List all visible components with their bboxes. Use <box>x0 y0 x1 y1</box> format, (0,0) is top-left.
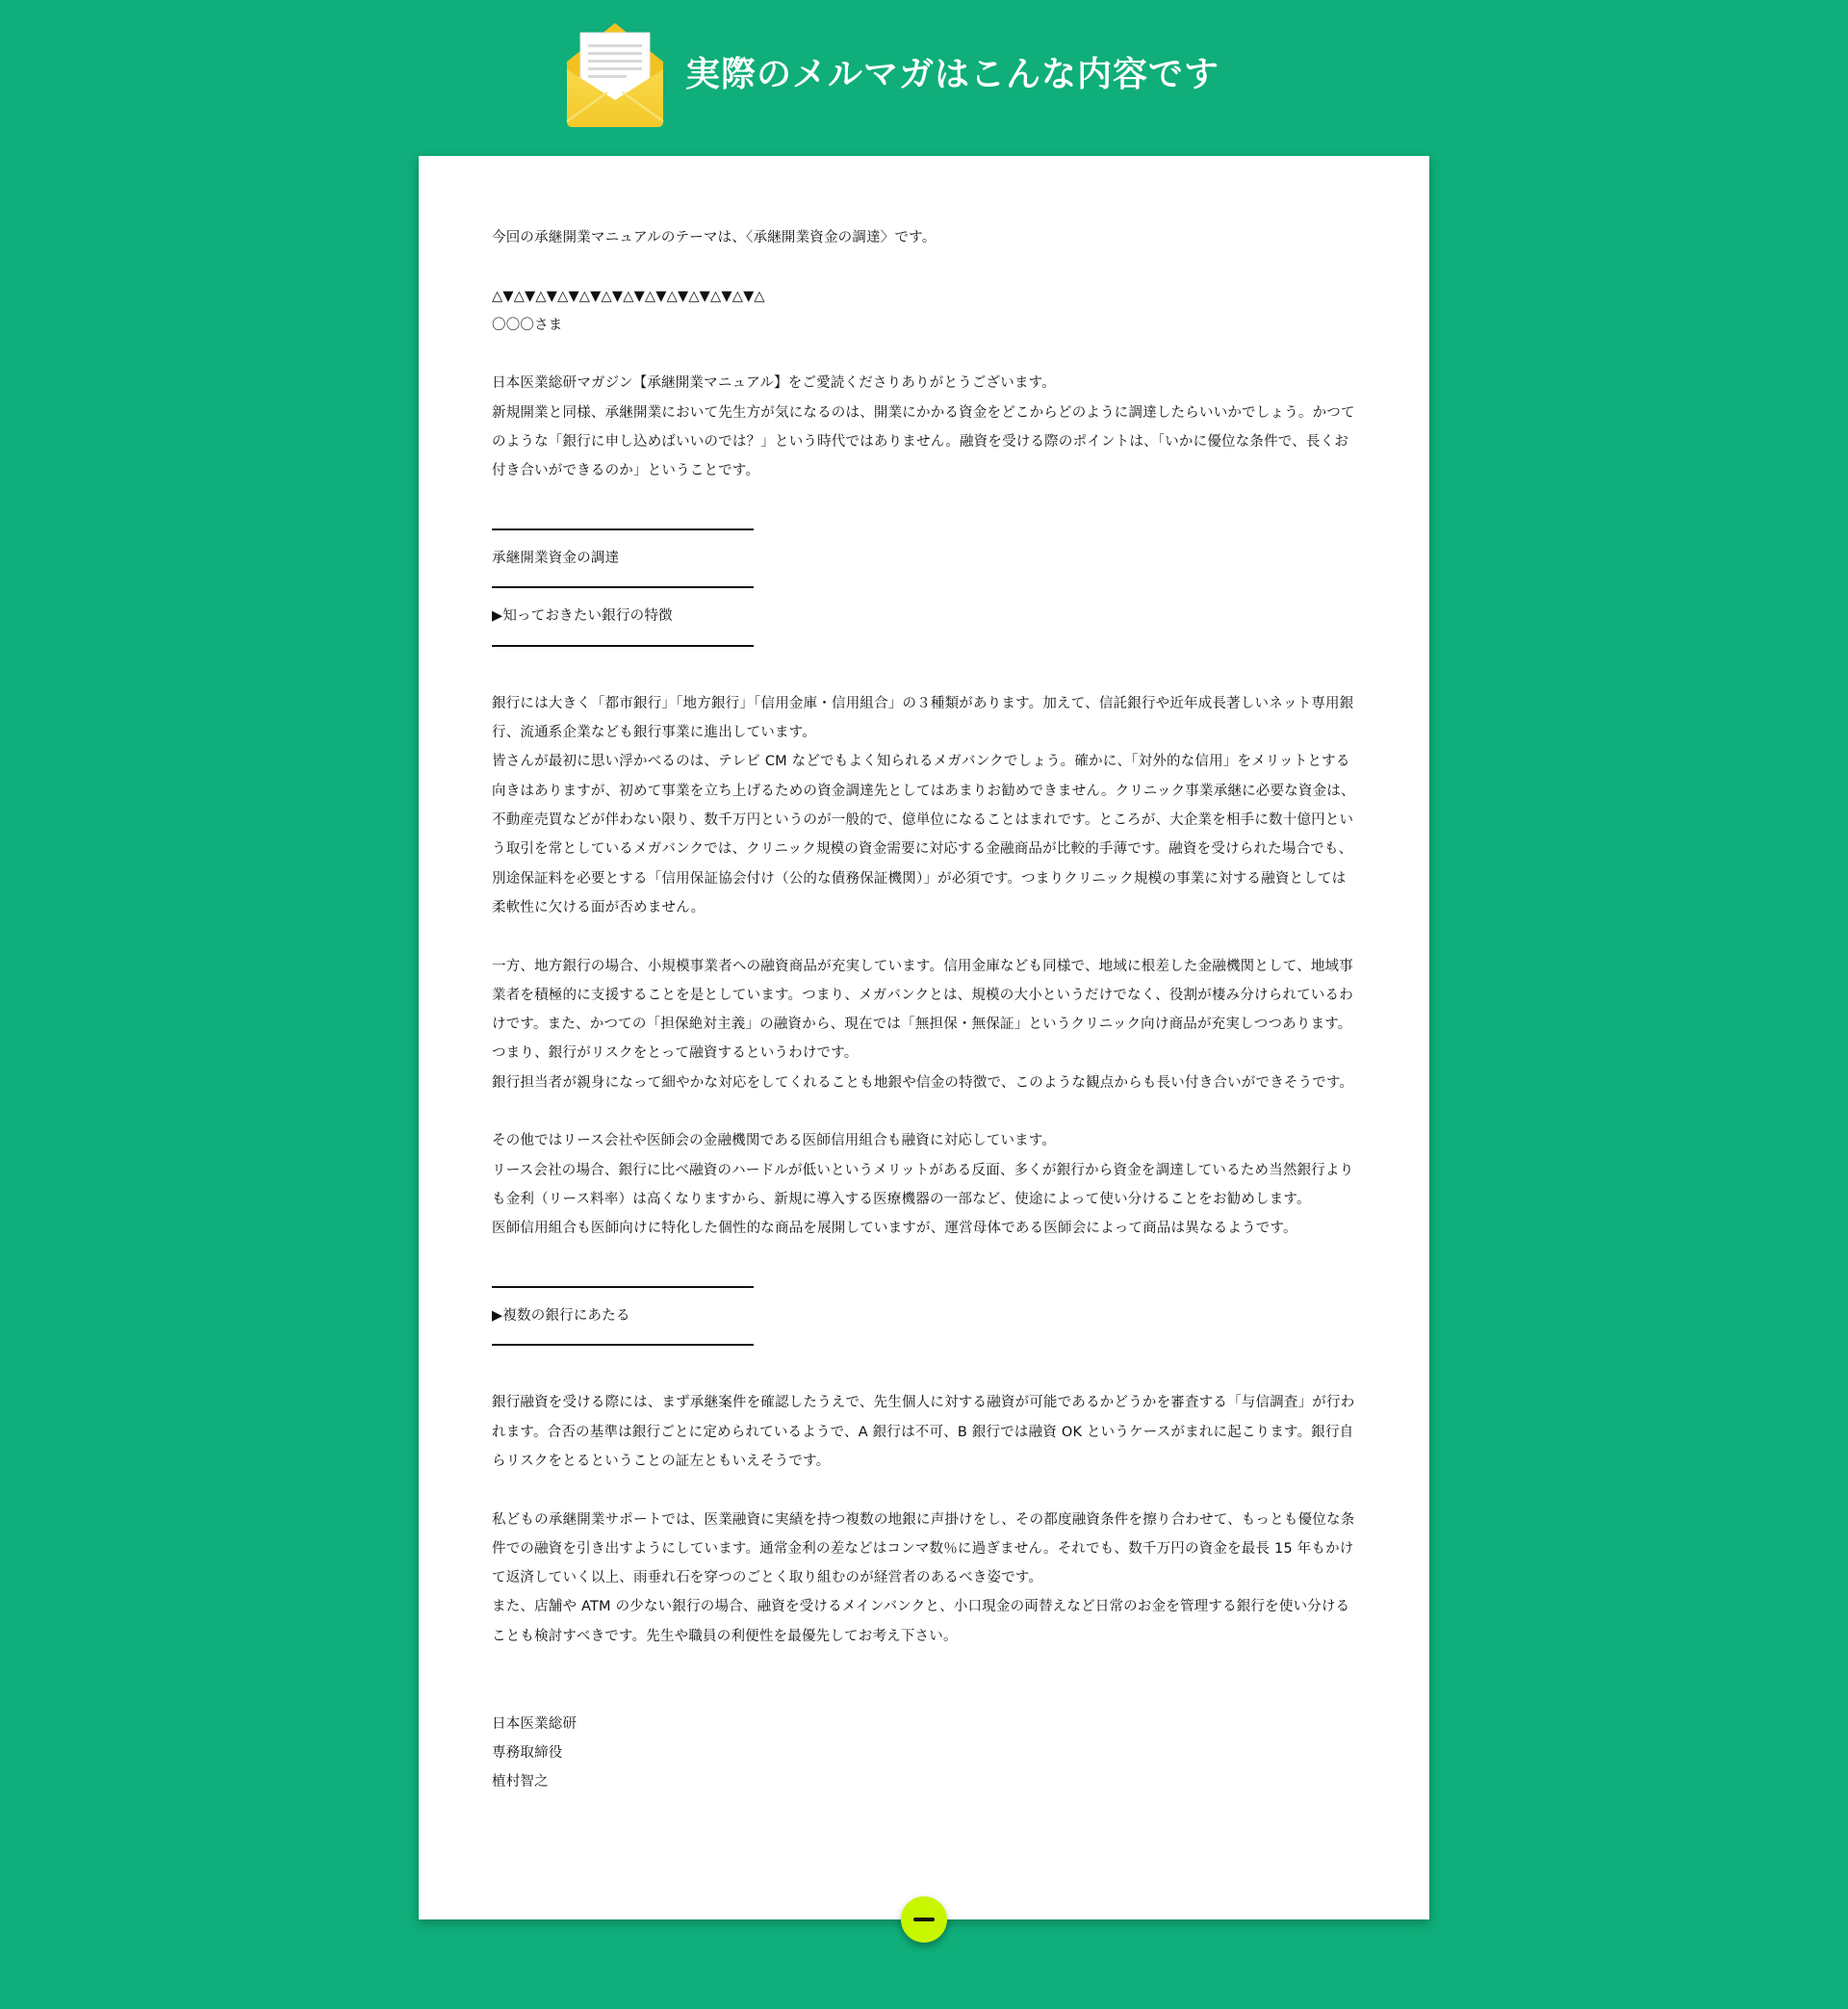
section-rule <box>492 1344 754 1346</box>
envelope-icon <box>565 19 665 129</box>
spacer <box>492 1097 1358 1126</box>
spacer <box>492 1476 1358 1505</box>
paragraph: リース会社の場合、銀行に比べ融資のハードルが低いというメリットがある反面、多くが銀行から資金を調達しているため当然銀行よりも金利（リース料率）は高くなりますから、新規に導入する医療機器の一部など、使途によって使い分けることをお勧めします。 <box>492 1162 1354 1207</box>
section-rule <box>492 645 754 647</box>
paragraph: その他ではリース会社や医師会の金融機関である医師信用組合も融資に対応しています。 <box>492 1133 1057 1149</box>
newsletter-sample <box>419 156 1429 1919</box>
paragraph: 私どもの承継開業サポートでは、医業融資に実績を持つ複数の地銀に声掛けをし、その都度融資条件を擦り合わせて、もっとも優位な条件での融資を引き出すようにしています。通常金利の差などはコンマ数％に過ぎません。それでも、数千万円の資金を最長 15 年もかけて返済していく以上、雨垂れ石を穿つのごとく取り組むのが経営者のあるべき姿です。 <box>492 1511 1355 1586</box>
section-rule <box>492 1286 754 1288</box>
section-rule <box>492 528 754 530</box>
paragraph: 銀行融資を受ける際には、まず承継案件を確認したうえで、先生個人に対する融資が可能であるかどうかを審査する「与信調査」が行われます。合否の基準は銀行ごとに定められているようで、A 銀行は不可、B 銀行では融資 OK というケースがまれに起こります。銀行自らリスクをとるということの証左ともいえそうです。 <box>492 1395 1355 1469</box>
section-subtitle: ▶複数の銀行にあたる <box>492 1307 630 1324</box>
spacer <box>492 340 1358 369</box>
intro-text: 今回の承継開業マニュアルのテーマは、〈承継開業資金の調達〉です。 <box>492 230 937 245</box>
signature-position: 専務取締役 <box>492 1744 563 1761</box>
paragraph: 銀行には大きく「都市銀行」「地方銀行」「信用金庫・信用組合」の３種類があります。加えて、信託銀行や近年成長著しいネット専用銀行、流通系企業なども銀行事業に進出しています。 <box>492 695 1354 741</box>
spacer <box>492 1680 1358 1709</box>
spacer <box>492 660 1358 689</box>
spacer <box>492 1359 1358 1388</box>
opening-line: 日本医業総研マガジン【承継開業マニュアル】をご愛読くださりありがとうございます。 <box>492 375 1056 392</box>
paragraph: 皆さんが最初に思い浮かべるのは、テレビ CM などでもよく知られるメガバンクでしょう。確かに、「対外的な信用」をメリットとする向きはありますが、初めて事業を立ち上げるための資金調達先としてはあまりお勧めできません。クリニック事業承継に必要な資金は、不動産売買などが伴わない限り、数千万円というのが一般的で、億単位になることはまれです。ところが、大企業を相手に数十億円という取引を常としているメガバンクでは、クリニック規模の資金需要に対応する金融商品が比較的手薄です。融資を受けられた場合でも、別途保証料を必要とする「信用保証協会付け（公的な債務保証機関）」が必須です。つまりクリニック規模の事業に対する融資としては柔軟性に欠ける面が否めません。 <box>492 754 1355 915</box>
paragraph: 一方、地方銀行の場合、小規模事業者への融資商品が充実しています。信用金庫なども同様で、地域に根差した金融機関として、地域事業者を積極的に支援することを是としています。つまり、メガバンクとは、規模の大小というだけでなく、役割が棲み分けられているわけです。また、かつての「担保絶対主義」の融資から、現在では「無担保・無保証」というクリニック向け商品が充実しつつあります。つまり、銀行がリスクをとって融資するというわけです。 <box>492 958 1353 1062</box>
paragraph: 医師信用組合も医師向けに特化した個性的な商品を展開していますが、運営母体である医師会によって商品は異なるようです。 <box>492 1221 1297 1237</box>
paragraph: 銀行担当者が親身になって細やかな対応をしてくれることも地銀や信金の特徴で、このような観点からも長い付き合いができそうです。 <box>492 1074 1354 1091</box>
spacer <box>492 486 1358 515</box>
opening-paragraph: 新規開業と同様、承継開業において先生方が気になるのは、開業にかかる資金をどこからどのように調達したらいいかでしょう。かつてのような「銀行に申し込めばいいのでは？」という時代ではありません。融資を受ける際のポイントは、「いかに優位な条件で、長くお付き合いができるのか」ということです。 <box>492 404 1355 479</box>
section-title: 承継開業資金の調達 <box>492 550 620 566</box>
page-title: 実際のメルマガはこんな内容です <box>685 54 1220 94</box>
section-subtitle: ▶知っておきたい銀行の特徴 <box>492 608 673 625</box>
salutation: 〇〇〇さま <box>492 317 563 333</box>
minus-icon <box>911 1906 937 1933</box>
paragraph: また、店舗や ATM の少ない銀行の場合、融資を受けるメインバンクと、小口現金の両替えなど日常のお金を管理する銀行を使い分けることも検討すべきです。先生や職員の利便性を最優先してお考え下さい。 <box>492 1599 1350 1644</box>
signature-company: 日本医業総研 <box>492 1715 578 1732</box>
spacer <box>492 1651 1358 1680</box>
newsletter-body <box>492 223 1358 1797</box>
spacer <box>492 922 1358 951</box>
signature-name: 植村智之 <box>492 1774 549 1790</box>
section-rule <box>492 586 754 588</box>
collapse-button[interactable] <box>901 1896 947 1943</box>
divider-marks: △▼△▼△▼△▼△▼△▼△▼△▼△▼△▼△▼△▼△ <box>492 288 765 304</box>
spacer <box>492 1244 1358 1273</box>
header <box>0 0 1848 154</box>
spacer <box>492 252 1358 281</box>
